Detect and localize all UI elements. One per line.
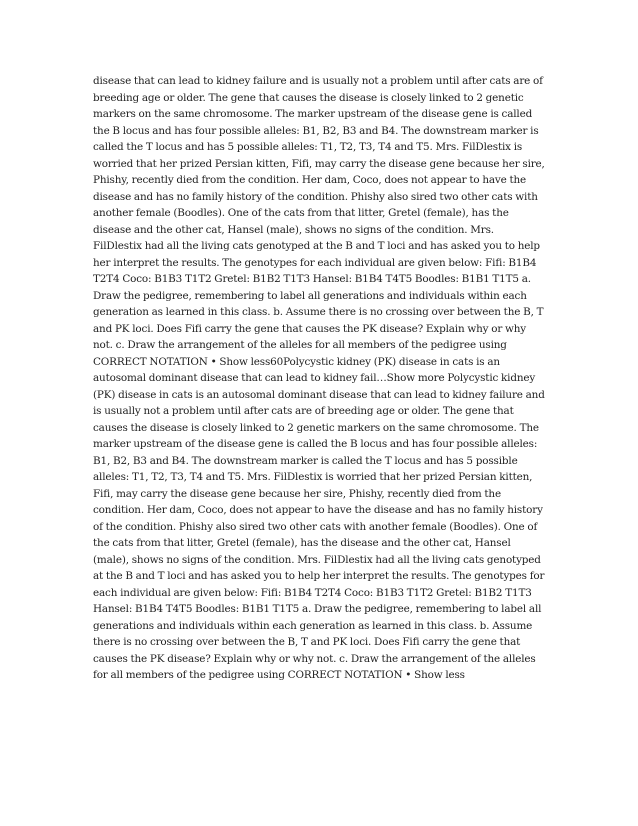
body-paragraph: disease that can lead to kidney failure and is usually not a problem until after cats are of breeding age or older. The gene that causes the disease is closely linked to 2 genetic markers on the same chromosome. The marker upstream of the disease gene is called the B locus and has four possible alleles: B1, B2, B3 and B4. The downstream marker is called the T locus and has 5 possible alleles: T1, T2, T3, T4 and T5. Mrs. FilDlestix is worried that her prized Persian kitten, Fifi, may carry the disease gene because her sire, Phishy, recently died from the condition. Her dam, Coco, does not appear to have the disease and has no family history of the condition. Phishy also sired two other cats with another female (Boodles). One of the cats from that litter, Gretel (female), has the disease and the other cat, Hansel (male), shows no signs of the condition. Mrs. FilDlestix had all the living cats genotyped at the B and T loci and has asked you to help her interpret the results. The genotypes for each individual are given below: Fifi: B1B4 T2T4 Coco: B1B3 T1T2 Gretel: B1B2 T1T3 Hansel: B1B4 T4T5 Boodles: B1B1 T1T5 a. Draw the pedigree, remembering to label all generations and individuals within each generation as learned in this class. b. Assume there is no crossing over between the B, T and PK loci. Does Fifi carry the gene that causes the PK disease? Explain why or why not. c. Draw the arrangement of the alleles for all members of the pedigree using CORRECT NOTATION • Show less60Polycystic kidney (PK) disease in cats is an autosomal dominant disease that can lead to kidney fail…Show more Polycystic kidney (PK) disease in cats is an autosomal dominant disease that can lead to kidney failure and is usually not a problem until after cats are of breeding age or older. The gene that causes the disease is closely linked to 2 genetic markers on the same chromosome. The marker upstream of the disease gene is called the B locus and has four possible alleles: B1, B2, B3 and B4. The downstream marker is called the T locus and has 5 possible alleles: T1, T2, T3, T4 and T5. Mrs. FilDlestix is worried that her prized Persian kitten, Fifi, may carry the disease gene because her sire, Phishy, recently died from the condition. Her dam, Coco, does not appear to have the disease and has no family history of the condition. Phishy also sired two other cats with another female (Boodles). One of the cats from that litter, Gretel (female), has the disease and the other cat, Hansel (male), shows no signs of the condition. Mrs. FilDlestix had all the living cats genotyped at the B and T loci and has asked you to help her interpret the results. The genotypes for each individual are given below: Fifi: B1B4 T2T4 Coco: B1B3 T1T2 Gretel: B1B2 T1T3 Hansel: B1B4 T4T5 Boodles: B1B1 T1T5 a. Draw the pedigree, remembering to label all generations and individuals within each generation as learned in this class. b. Assume there is no crossing over between the B, T and PK loci. Does Fifi carry the gene that causes the PK disease? Explain why or why not. c. Draw the arrangement of the alleles for all members of the pedigree using CORRECT NOTATION • Show less bbox=[93, 75, 545, 681]
